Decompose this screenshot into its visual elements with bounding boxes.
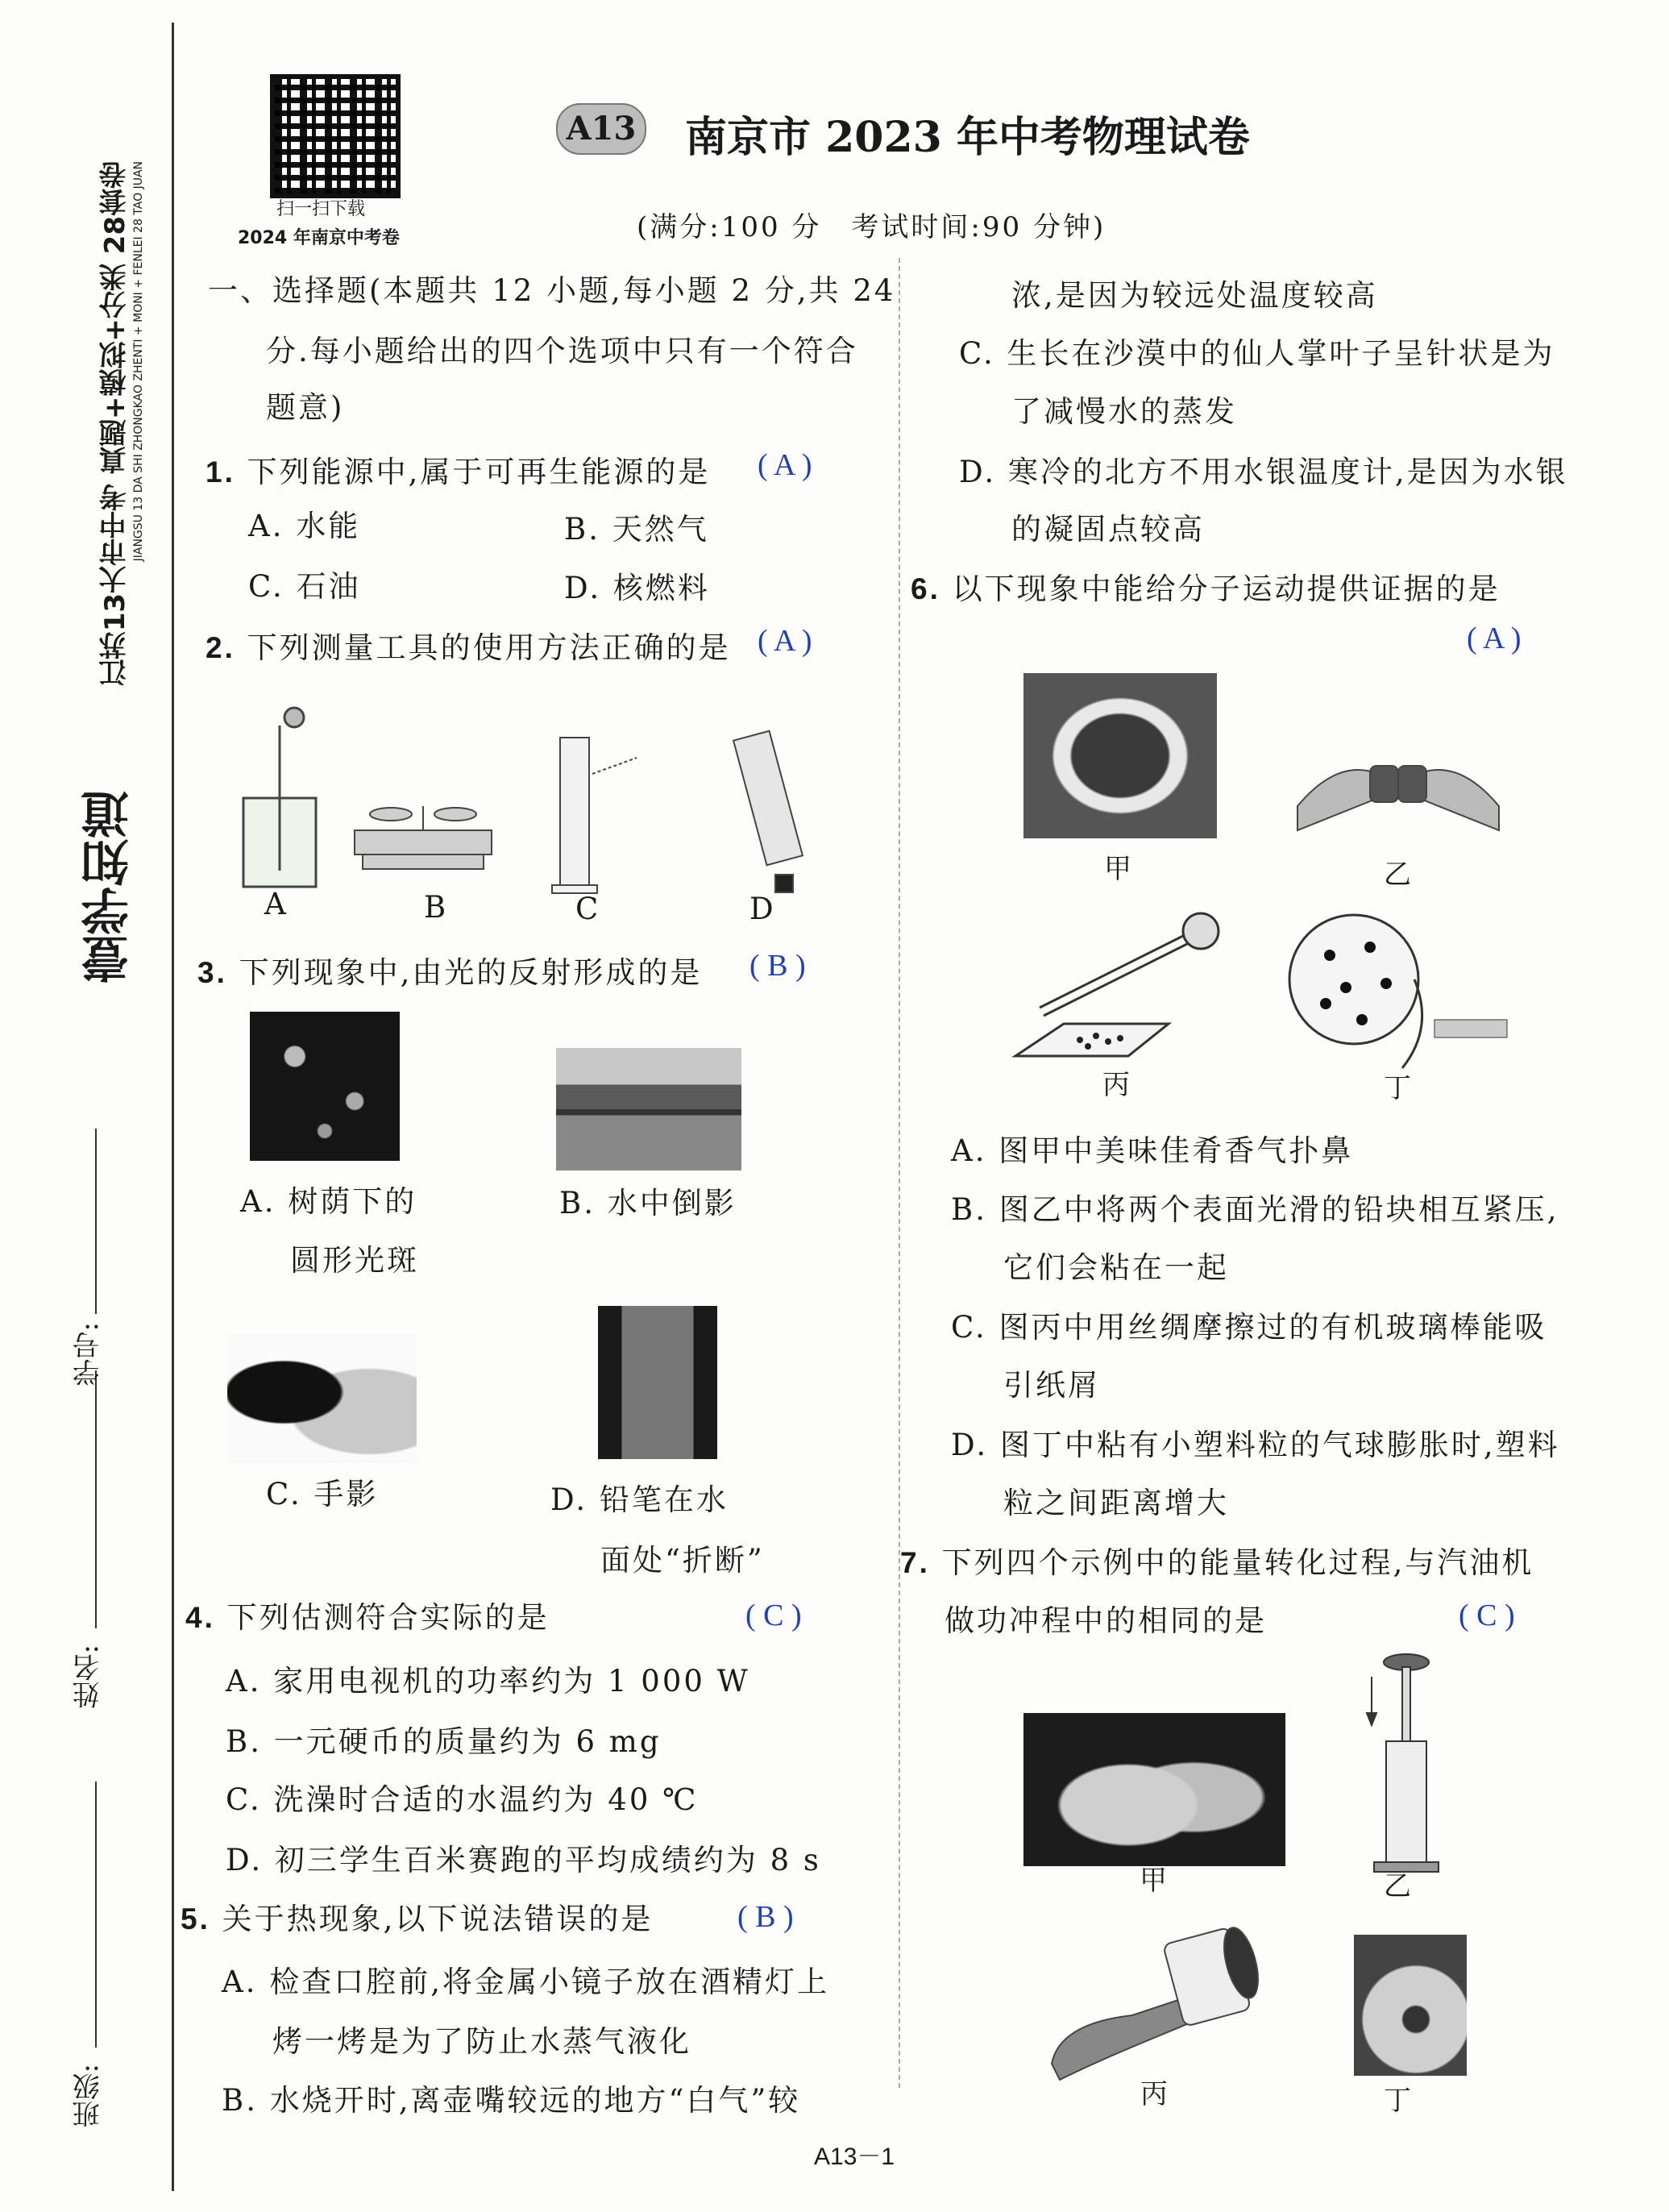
question-3-stem (197, 948, 702, 992)
air-pump-figure (1362, 1653, 1451, 1886)
section-heading-1: 一、选择题(本题共 12 小题,每小题 2 分,共 24 (208, 273, 896, 308)
q3-option-c: C. 手影 (266, 1477, 379, 1511)
q5-option-a2: 烤一烤是为了防止水蒸气液化 (272, 2024, 691, 2059)
q4-option-b: B. 一元硬币的质量约为 6 mg (226, 1724, 662, 1759)
question-6-stem (911, 564, 1501, 608)
q2-instruments-figure (234, 693, 830, 895)
q2-text: 下列测量工具的使用方法正确的是 (247, 630, 731, 665)
q1-option-c: C. 石油 (248, 569, 361, 604)
graduated-cylinder (552, 738, 637, 893)
q5-option-d1: D. 寒冷的北方不用水银温度计,是因为水银 (959, 455, 1568, 489)
q3-answer: ( B ) (749, 949, 806, 983)
section-heading-2: 分.每小题给出的四个选项中只有一个符合 (266, 334, 858, 368)
question-2-stem (206, 623, 731, 667)
question-7-stem-2: 做功冲程中的相同的是 (945, 1603, 1267, 1638)
q5-text: 关于热现象,以下说法错误的是 (222, 1902, 654, 1936)
q4-text: 下列估测符合实际的是 (226, 1600, 550, 1635)
q2-number: 2. (206, 631, 235, 664)
q3-option-b: B. 水中倒影 (559, 1186, 737, 1220)
q4-option-a: A. 家用电视机的功率约为 1 000 W (226, 1664, 750, 1698)
q2-label-a: A (264, 887, 289, 921)
q6-label-ding: 丁 (1384, 1072, 1411, 1104)
q6-option-a: A. 图甲中美味佳肴香气扑鼻 (951, 1133, 1354, 1168)
q4-option-c: C. 洗澡时合适的水温约为 40 ℃ (226, 1782, 699, 1817)
series-title: 江苏13大市中考 真题+模拟+分类 28套卷 (99, 161, 131, 687)
q3-text: 下列现象中,由光的反射形成的是 (239, 955, 703, 990)
lead-blocks-figure (1289, 726, 1507, 838)
lamp-shade-photo (1354, 1935, 1467, 2076)
q6-label-jia: 甲 (1104, 853, 1131, 885)
q2-answer: ( A ) (758, 624, 812, 658)
qr-caption-1: 扫一扫下载 (276, 199, 366, 219)
q4-number: 4. (185, 1601, 215, 1634)
brand-logo: 壹学知道 (81, 790, 137, 983)
q4-option-d: D. 初三学生百米赛跑的平均成绩约为 8 s (226, 1843, 821, 1877)
q3-option-d1: D. 铅笔在水 (550, 1482, 729, 1517)
balance-scale (355, 806, 492, 869)
q1-option-b: B. 天然气 (564, 512, 709, 547)
balloon-particles-figure (1281, 907, 1523, 1076)
section-heading-3: 题意) (266, 390, 345, 425)
q6-option-c2: 引纸屑 (1003, 1368, 1100, 1403)
question-5-stem (181, 1894, 653, 1938)
class-label: 班级: (73, 2064, 105, 2128)
q3-option-a1: A. 树荫下的 (240, 1184, 417, 1219)
paper-badge: A13 (556, 103, 646, 155)
question-4-stem (185, 1593, 550, 1636)
pencil-in-water-photo (598, 1306, 717, 1459)
id-field[interactable] (95, 1129, 97, 1314)
q2-label-d: D (749, 892, 776, 926)
hand-shadow-photo (227, 1334, 417, 1463)
q6-option-d2: 粒之间距离增大 (1003, 1486, 1229, 1520)
binding-line (172, 23, 174, 2191)
name-label: 姓名: (73, 1644, 105, 1709)
q6-label-bing: 丙 (1102, 1069, 1130, 1101)
q5-option-c2: 了减慢水的蒸发 (1011, 394, 1237, 429)
q1-option-a: A. 水能 (248, 509, 361, 543)
q6-text: 以下现象中能给分子运动提供证据的是 (952, 572, 1501, 606)
rubbing-hands-photo (1023, 1713, 1285, 1866)
q6-answer: ( A ) (1467, 622, 1522, 655)
tree-shade-photo (250, 1012, 400, 1161)
column-divider (899, 258, 900, 2088)
q1-text: 下列能源中,属于可再生能源的是 (247, 455, 711, 489)
q3-option-d2: 面处“折断” (600, 1543, 765, 1578)
q7-text-1: 下列四个示例中的能量转化过程,与汽油机 (941, 1545, 1534, 1580)
q7-number: 7. (900, 1546, 930, 1579)
class-field[interactable] (95, 1782, 97, 2048)
page-number: A13－1 (814, 2143, 895, 2170)
food-plate-photo (1023, 673, 1217, 838)
spring-scale (733, 731, 803, 892)
q1-number: 1. (206, 455, 235, 489)
name-field[interactable] (95, 1370, 97, 1628)
q7-label-jia: 甲 (1140, 1865, 1167, 1897)
q5-answer: ( B ) (737, 1900, 794, 1934)
q5-option-a1: A. 检查口腔前,将金属小镜子放在酒精灯上 (222, 1965, 830, 1999)
q5-option-d2: 的凝固点较高 (1011, 512, 1205, 547)
qr-code[interactable] (270, 74, 401, 198)
q6-option-b2: 它们会粘在一起 (1003, 1250, 1229, 1285)
beaker-thermometer (243, 708, 316, 887)
hair-dryer-figure (1036, 1902, 1269, 2088)
q7-label-yi: 乙 (1384, 1870, 1411, 1902)
q5-number: 5. (181, 1902, 210, 1936)
q6-option-c1: C. 图丙中用丝绸摩擦过的有机玻璃棒能吸 (951, 1310, 1547, 1345)
q3-option-a2: 圆形光斑 (290, 1243, 419, 1278)
q6-number: 6. (911, 572, 940, 605)
series-pinyin: JIANGSU 13 DA SHI ZHONGKAO ZHENTI + MONI + FENLEI 28 TAO JUAN (132, 161, 145, 562)
q6-label-yi: 乙 (1384, 859, 1411, 891)
question-7-stem-1 (900, 1538, 1534, 1582)
q7-label-bing: 丙 (1140, 2078, 1168, 2110)
id-label: 学号: (73, 1322, 105, 1387)
q1-option-d: D. 核燃料 (564, 571, 710, 605)
qr-caption-2: 2024 年南京中考卷 (238, 228, 400, 248)
q2-label-c: C (575, 892, 601, 926)
q2-label-b: B (424, 890, 449, 925)
page-title: 南京市 2023 年中考物理试卷 (685, 113, 1250, 162)
q7-answer: ( C ) (1459, 1599, 1515, 1632)
q1-answer: ( A ) (758, 448, 812, 482)
question-1-stem (206, 447, 710, 491)
q6-option-d1: D. 图丁中粘有小塑料粒的气球膨胀时,塑料 (951, 1428, 1560, 1462)
q6-option-b1: B. 图乙中将两个表面光滑的铅块相互紧压, (951, 1192, 1559, 1227)
q3-number: 3. (197, 956, 227, 989)
q4-answer: ( C ) (745, 1599, 802, 1632)
water-reflection-photo (556, 1048, 741, 1170)
exam-info: (满分:100 分 考试时间:90 分钟) (637, 211, 1106, 243)
glass-rod-paper-figure (1007, 903, 1241, 1064)
q5-option-c1: C. 生长在沙漠中的仙人掌叶子呈针状是为 (959, 336, 1555, 371)
q7-label-ding: 丁 (1384, 2085, 1411, 2117)
q5-option-b2: 浓,是因为较远处温度较高 (1011, 278, 1378, 313)
q5-option-b1: B. 水烧开时,离壶嘴较远的地方“白气”较 (222, 2083, 801, 2118)
